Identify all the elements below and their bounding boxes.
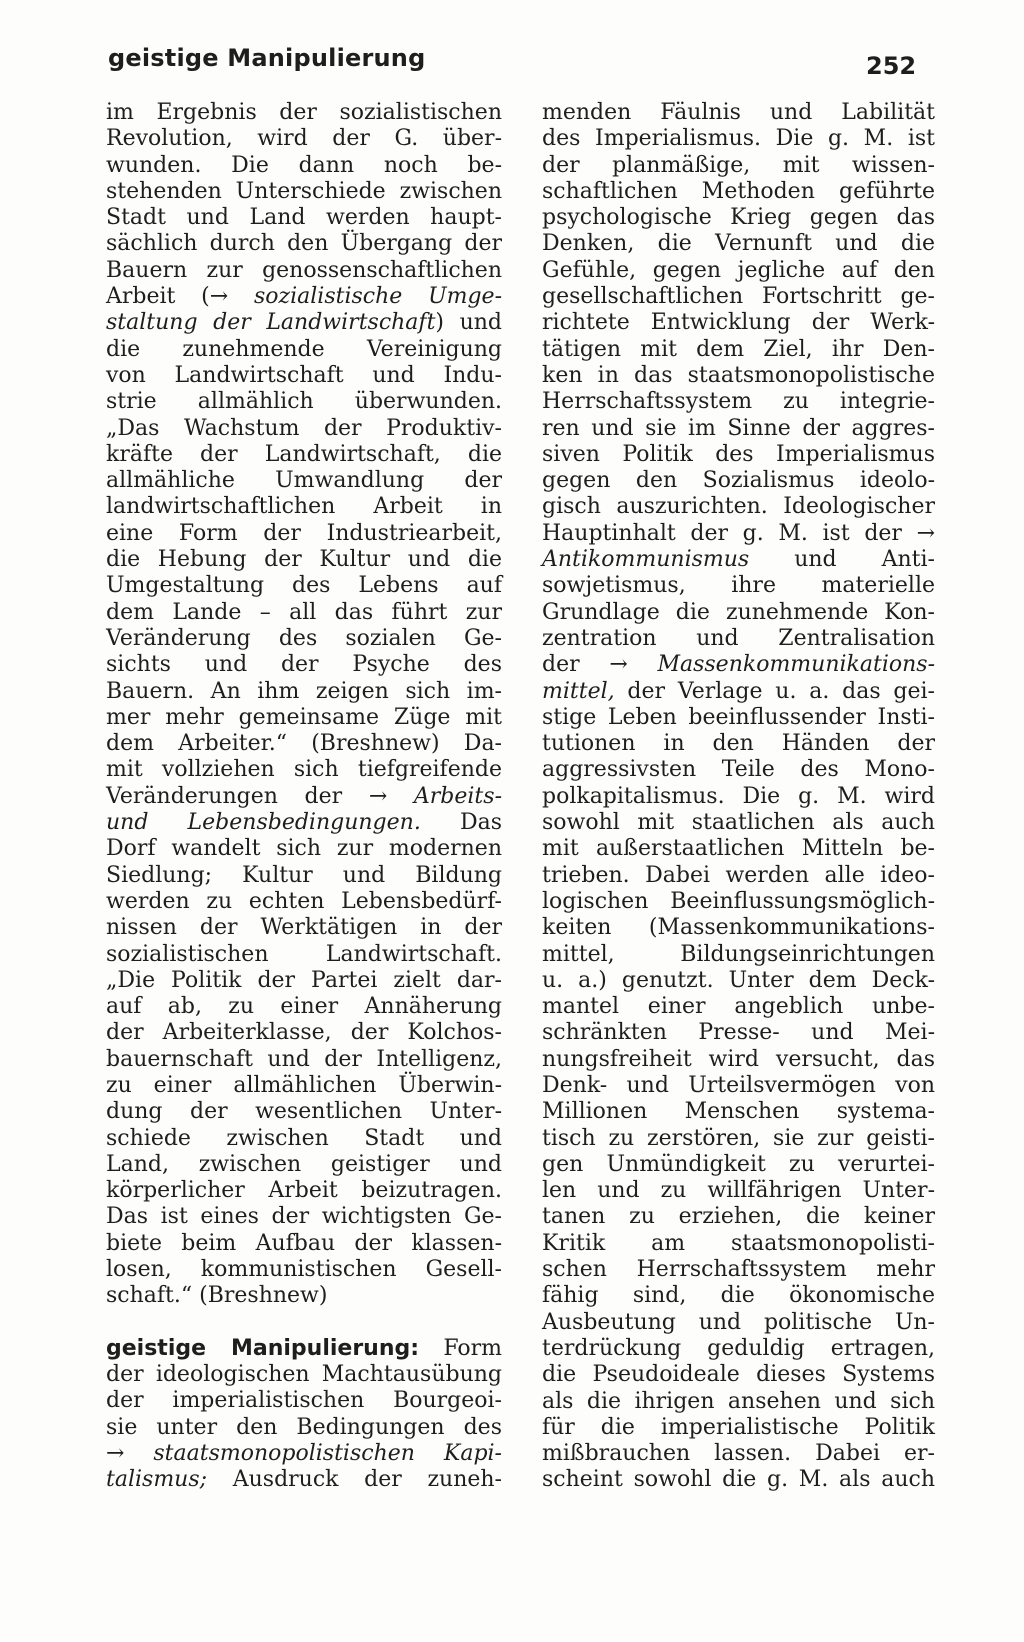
left-column-line [106, 1231, 502, 1257]
body-text: stige Leben beeinflussender Insti- [542, 704, 935, 730]
body-text: sichts und der Psyche des [106, 652, 502, 678]
right-column-line [542, 863, 935, 889]
body-text: der ideologischen Machtausübung [106, 1361, 502, 1387]
body-text: bauernschaft und der Intelligenz, [106, 1046, 502, 1072]
body-text: schaftlichen Methoden geführte [542, 178, 935, 204]
body-text: ren und sie im Sinne der aggres- [542, 415, 935, 441]
body-text: werden zu echten Lebensbedürf- [106, 888, 502, 914]
body-text: im Ergebnis der sozialistischen [106, 100, 502, 125]
body-text: für die imperialistische Politik [542, 1414, 935, 1440]
cross-reference-term: sozialistische Umge- [253, 284, 503, 310]
body-text: mißbrauchen lassen. Dabei er- [542, 1441, 935, 1467]
left-column-line [106, 547, 502, 573]
right-column-line [542, 968, 935, 994]
left-column-line [106, 810, 502, 836]
left-column-line [106, 494, 502, 520]
body-text: sächlich durch den Übergang der [106, 231, 502, 257]
body-text: Dorf wandelt sich zur modernen [106, 836, 502, 862]
cross-reference-term: Antikommunismus [542, 547, 750, 573]
right-column-line [542, 1362, 935, 1388]
left-column-line [106, 521, 502, 547]
body-text: die Hebung der Kultur und die [106, 547, 502, 573]
left-column-line [106, 679, 502, 705]
left-column-line [106, 994, 502, 1020]
right-column-line [542, 153, 935, 179]
left-column-line [106, 153, 502, 179]
body-text: sowohl mit staatlichen als auch [542, 810, 935, 836]
body-text: tisch zu zerstören, sie zur geisti- [542, 1125, 935, 1151]
body-text: Arbeit (→ [106, 284, 254, 310]
body-text: Veränderung des sozialen Ge- [106, 625, 502, 651]
body-text: keiten (Massenkommunikations- [542, 915, 935, 941]
right-column-line [542, 126, 935, 152]
right-column-line [542, 1047, 935, 1073]
body-text: schränkten Presse- und Mei- [542, 1020, 935, 1046]
right-column-line [542, 942, 935, 968]
left-column-line [106, 968, 502, 994]
right-column-line [542, 1099, 935, 1125]
cross-reference-term: staltung der Landwirtschaft [106, 310, 436, 336]
left-column-line [106, 836, 502, 862]
right-column-line [542, 994, 935, 1020]
right-column-line [542, 810, 935, 836]
body-text: sie unter den Bedingungen des [106, 1414, 502, 1440]
left-column-line [106, 1204, 502, 1230]
right-column-line [542, 705, 935, 731]
entry-headword: geistige Manipulierung: [106, 1335, 420, 1361]
cross-reference-term: staatsmonopolistischen Kapi- [153, 1440, 502, 1466]
left-column-line [106, 468, 502, 494]
body-text: gegen den Sozialismus ideolo- [542, 468, 935, 494]
body-text: von Landwirtschaft und Indu- [106, 362, 502, 388]
right-column-line [542, 547, 935, 573]
body-text: Ausdruck der zuneh- [207, 1467, 502, 1493]
body-text: zentration und Zentralisation [542, 625, 935, 651]
body-text: ) und [435, 310, 503, 336]
running-header-title: geistige Manipulierung [108, 44, 426, 72]
right-text-column [542, 100, 935, 1494]
cross-reference-term: Massenkommunikations- [657, 652, 935, 678]
right-column-line [542, 1389, 935, 1415]
body-text: Denken, die Vernunft und die [542, 231, 935, 257]
cross-reference-term: talismus; [106, 1467, 208, 1493]
body-text: die Pseudoideale dieses Systems [542, 1362, 935, 1388]
body-text: als die ihrigen ansehen und sich [542, 1388, 935, 1414]
body-text: „Das Wachstum der Produktiv- [106, 415, 502, 441]
right-column-line [542, 310, 935, 336]
right-column-line [542, 1310, 935, 1336]
left-column-line [106, 863, 502, 889]
right-column-line [542, 416, 935, 442]
left-column-line [106, 337, 502, 363]
cross-reference-term: mittel, [542, 678, 615, 704]
body-text: logischen Beeinflussungsmöglich- [542, 888, 935, 914]
body-text: mantel einer angeblich unbe- [542, 994, 935, 1020]
left-column-line [106, 784, 502, 810]
body-text: nungsfreiheit wird versucht, das [542, 1046, 935, 1072]
left-column-line [106, 1415, 502, 1441]
body-text: losen, kommunistischen Gesell- [106, 1257, 502, 1283]
right-column-line [542, 1467, 935, 1493]
body-text: psychologische Krieg gegen das [542, 205, 935, 231]
body-text: richtete Entwicklung der Werk- [542, 310, 935, 336]
left-column-line [106, 1467, 502, 1493]
body-text: die zunehmende Vereinigung [106, 336, 502, 362]
body-text: sowjetismus, ihre materielle [542, 573, 935, 599]
body-text: der → [542, 652, 658, 678]
body-text: Hauptinhalt der g. M. ist der → [542, 520, 935, 546]
left-column-line [106, 1336, 502, 1362]
body-text: zu einer allmählichen Überwin- [106, 1072, 502, 1098]
body-text: Stadt und Land werden haupt- [106, 205, 502, 231]
body-text: polkapitalismus. Die g. M. wird [542, 783, 935, 809]
body-text: mit außerstaatlichen Mitteln be- [542, 836, 935, 862]
left-column-line [106, 1441, 502, 1467]
left-column-line [106, 1283, 502, 1309]
left-column-line [106, 626, 502, 652]
right-column-line [542, 1257, 935, 1283]
left-column-line [106, 573, 502, 599]
body-text: ken in das staatsmonopolistische [542, 362, 935, 388]
body-text: Grundlage die zunehmende Kon- [542, 599, 935, 625]
left-column-line [106, 1257, 502, 1283]
body-text: der imperialistischen Bourgeoi- [106, 1388, 502, 1414]
cross-reference-term: und Lebensbedingungen. [106, 810, 421, 836]
body-text: u. a.) genutzt. Unter dem Deck- [542, 967, 935, 993]
body-text: „Die Politik der Partei zielt dar- [106, 967, 502, 993]
body-text: strie allmählich überwunden. [106, 389, 502, 415]
body-text: Veränderungen der → [106, 783, 414, 809]
left-column-line [106, 942, 502, 968]
body-text: eine Form der Industriearbeit, [106, 520, 502, 546]
body-text: Kritik am staatsmonopolisti- [542, 1230, 935, 1256]
right-column-line [542, 757, 935, 783]
left-column-line [106, 889, 502, 915]
body-text: gen Unmündigkeit zu verurtei- [542, 1151, 935, 1177]
left-column-line [106, 100, 502, 126]
right-column-line [542, 784, 935, 810]
body-text: schaft.“ (Breshnew) [106, 1283, 328, 1309]
right-column-line [542, 363, 935, 389]
left-column-line [106, 1362, 502, 1388]
body-text: trieben. Dabei werden alle ideo- [542, 862, 935, 888]
left-column-line [106, 126, 502, 152]
body-text: biete beim Aufbau der klassen- [106, 1230, 502, 1256]
left-column-line [106, 258, 502, 284]
right-column-line [542, 284, 935, 310]
right-column-line [542, 652, 935, 678]
body-text: → [106, 1440, 154, 1466]
body-text: dem Arbeiter.“ (Breshnew) Da- [106, 731, 502, 757]
page-number: 252 [866, 52, 917, 80]
right-column-line [542, 231, 935, 257]
body-text: kräfte der Landwirtschaft, die [106, 441, 502, 467]
body-text: mer mehr gemeinsame Züge mit [106, 704, 502, 730]
right-column-line [542, 1415, 935, 1441]
right-column-line [542, 1126, 935, 1152]
right-column-line [542, 442, 935, 468]
body-text: des Imperialismus. Die g. M. ist [542, 126, 935, 152]
right-column-line [542, 337, 935, 363]
left-column-line [106, 600, 502, 626]
body-text: Land, zwischen geistiger und [106, 1151, 502, 1177]
right-column-line [542, 258, 935, 284]
body-text: Bauern zur genossenschaftlichen [106, 257, 502, 283]
body-text: Herrschaftssystem zu integrie- [542, 389, 935, 415]
right-column-line [542, 915, 935, 941]
left-column-line [106, 205, 502, 231]
body-text: aggressivsten Teile des Mono- [542, 757, 935, 783]
body-text: Das ist eines der wichtigsten Ge- [106, 1204, 502, 1230]
body-text: scheint sowohl die g. M. als auch [542, 1467, 935, 1493]
body-text: Siedlung; Kultur und Bildung [106, 862, 502, 888]
body-text: Gefühle, gegen jegliche auf den [542, 257, 935, 283]
left-column-line [106, 1047, 502, 1073]
body-text: sozialistischen Landwirtschaft. [106, 941, 502, 967]
left-column-line [106, 442, 502, 468]
left-text-column [106, 100, 502, 1493]
right-column-line [542, 1020, 935, 1046]
right-column-line [542, 679, 935, 705]
body-text: gesellschaftlichen Fortschritt ge- [542, 284, 935, 310]
right-column-line [542, 1204, 935, 1230]
body-text: Denk- und Urteilsvermögen von [542, 1072, 935, 1098]
right-column-line [542, 626, 935, 652]
body-text: der Arbeiterklasse, der Kolchos- [106, 1020, 502, 1046]
left-column-line [106, 1310, 502, 1336]
body-text: tätigen mit dem Ziel, ihr Den- [542, 336, 935, 362]
body-text: der planmäßige, mit wissen- [542, 152, 935, 178]
cross-reference-term: Arbeits- [413, 783, 502, 809]
body-text: mittel, Bildungseinrichtungen [542, 941, 935, 967]
right-column-line [542, 1336, 935, 1362]
right-column-line [542, 468, 935, 494]
body-text: Das [420, 810, 502, 836]
left-column-line [106, 363, 502, 389]
right-column-line [542, 494, 935, 520]
right-column-line [542, 731, 935, 757]
body-text: schen Herrschaftssystem mehr [542, 1257, 935, 1283]
body-text: wunden. Die dann noch be- [106, 152, 502, 178]
left-column-line [106, 757, 502, 783]
body-text: fähig sind, die ökonomische [542, 1283, 935, 1309]
right-column-line [542, 836, 935, 862]
body-text: Bauern. An ihm zeigen sich im- [106, 678, 502, 704]
right-column-line [542, 100, 935, 126]
right-column-line [542, 1231, 935, 1257]
right-column-line [542, 1178, 935, 1204]
left-column-line [106, 231, 502, 257]
right-column-line [542, 1152, 935, 1178]
body-text: tanen zu erziehen, die keiner [542, 1204, 935, 1230]
body-text: Revolution, wird der G. über- [106, 126, 502, 152]
right-column-line [542, 205, 935, 231]
body-text: auf ab, zu einer Annäherung [106, 994, 502, 1020]
left-column-line [106, 1126, 502, 1152]
right-column-line [542, 179, 935, 205]
left-column-line [106, 284, 502, 310]
right-column-line [542, 600, 935, 626]
left-column-line [106, 389, 502, 415]
body-text: stehenden Unterschiede zwischen [106, 178, 502, 204]
body-text: dem Lande – all das führt zur [106, 599, 502, 625]
left-column-line [106, 179, 502, 205]
right-column-line [542, 1441, 935, 1467]
left-column-line [106, 1073, 502, 1099]
body-text: Form [419, 1335, 502, 1361]
body-text: siven Politik des Imperialismus [542, 441, 935, 467]
left-column-line [106, 1152, 502, 1178]
right-column-line [542, 389, 935, 415]
body-text: dung der wesentlichen Unter- [106, 1099, 502, 1125]
left-column-line [106, 1020, 502, 1046]
body-text: mit vollziehen sich tiefgreifende [106, 757, 502, 783]
left-column-line [106, 915, 502, 941]
body-text: tutionen in den Händen der [542, 731, 935, 757]
left-column-line [106, 1099, 502, 1125]
left-column-line [106, 1388, 502, 1414]
right-column-line [542, 1283, 935, 1309]
body-text: gisch auszurichten. Ideologischer [542, 494, 935, 520]
body-text: landwirtschaftlichen Arbeit in [106, 494, 502, 520]
body-text: der Verlage u. a. das gei- [614, 678, 935, 704]
body-text: allmähliche Umwandlung der [106, 468, 502, 494]
body-text: und Anti- [749, 547, 935, 573]
left-column-line [106, 416, 502, 442]
body-text: len und zu willfährigen Unter- [542, 1178, 935, 1204]
body-text: Umgestaltung des Lebens auf [106, 573, 502, 599]
right-column-line [542, 573, 935, 599]
right-column-line [542, 889, 935, 915]
body-text: körperlicher Arbeit beizutragen. [106, 1178, 502, 1204]
left-column-line [106, 652, 502, 678]
right-column-line [542, 1073, 935, 1099]
body-text: menden Fäulnis und Labilität [542, 100, 935, 125]
body-text: schiede zwischen Stadt und [106, 1125, 502, 1151]
left-column-line [106, 1178, 502, 1204]
right-column-line [542, 521, 935, 547]
left-column-line [106, 705, 502, 731]
left-column-line [106, 731, 502, 757]
body-text: Millionen Menschen systema- [542, 1099, 935, 1125]
body-text: nissen der Werktätigen in der [106, 915, 502, 941]
left-column-line [106, 310, 502, 336]
body-text: terdrückung geduldig ertragen, [542, 1335, 935, 1361]
body-text: Ausbeutung und politische Un- [542, 1309, 935, 1335]
